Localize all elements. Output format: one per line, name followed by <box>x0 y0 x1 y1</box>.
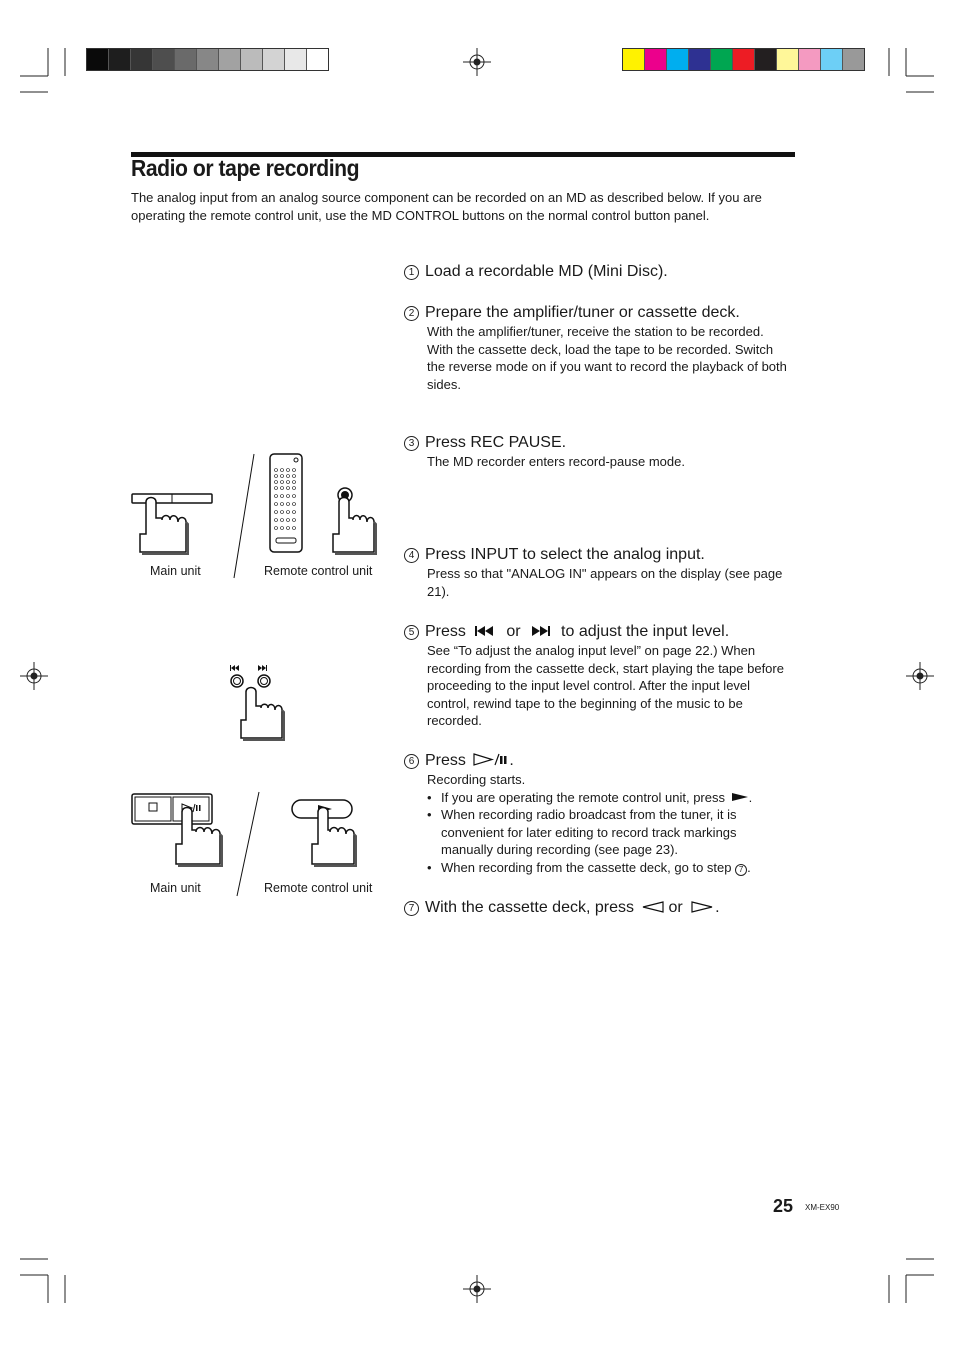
step-2 <box>404 303 804 393</box>
step-4 <box>404 545 804 600</box>
step-title-part: to adjust the input level. <box>561 623 730 640</box>
skip-forward-icon <box>258 665 267 671</box>
registration-target-icon <box>463 48 491 76</box>
list-item: • When recording radio broadcast from the tuner, it is convenient for later editing to record track markings manually during recording (see page 23). <box>427 807 737 858</box>
step-6 <box>404 751 804 877</box>
figure-caption-main-unit: Main unit <box>150 564 201 578</box>
remote-control-illustration <box>270 454 302 552</box>
step-text: With the cassette deck, load the tape to be recorded. Switch the reverse mode on if you want to record the playback of both sides. <box>427 341 787 392</box>
step-title: Press INPUT to select the analog input. <box>425 546 705 563</box>
list-item: • If you are operating the remote control unit, press . <box>427 789 753 805</box>
intro-paragraph: The analog input from an analog source component can be recorded on an MD as described below. If you are operating the remote control unit, use the MD CONTROL buttons on the normal control button panel. <box>131 190 762 223</box>
pointing-hand-icon <box>333 498 376 555</box>
step-7 <box>404 898 804 918</box>
model-number: XM-EX90 <box>805 1203 840 1212</box>
figure-caption-main-unit: Main unit <box>150 881 201 895</box>
skip-forward-icon <box>528 625 558 637</box>
page-title: Radio or tape recording <box>131 155 360 181</box>
registration-target-icon <box>20 662 48 690</box>
rec-pause-figure <box>126 452 396 582</box>
play-pause-icon <box>473 753 509 766</box>
step-number: 7 <box>404 901 419 916</box>
registration-target-icon <box>463 1275 491 1303</box>
step-reference: 7 <box>735 864 747 876</box>
step-text: Recording starts. <box>427 772 526 787</box>
step-title: Prepare the amplifier/tuner or cassette deck. <box>425 304 740 321</box>
list-item: • When recording from the cassette deck, go to step 7 . <box>427 859 751 875</box>
step-number: 2 <box>404 306 419 321</box>
step-number: 1 <box>404 265 419 280</box>
figure-caption-remote: Remote control unit <box>264 564 373 578</box>
reverse-play-icon <box>641 901 665 913</box>
step-number: 3 <box>404 436 419 451</box>
pointing-hand-icon <box>241 688 284 741</box>
step-title-part: . <box>715 899 720 916</box>
step-5 <box>404 622 804 730</box>
play-icon <box>731 792 749 802</box>
step-title-part: With the cassette deck, press <box>425 899 634 916</box>
step-title-part: . <box>509 752 514 769</box>
step-title: Press REC PAUSE. <box>425 434 567 451</box>
skip-back-icon <box>230 665 239 671</box>
page-number: 25 <box>773 1196 794 1216</box>
input-level-figure <box>224 662 294 744</box>
step-number: 5 <box>404 625 419 640</box>
step-title-part: Press <box>425 752 466 769</box>
step-title-part: or <box>506 623 521 640</box>
step-title: Load a recordable MD (Mini Disc). <box>425 263 668 280</box>
step-text: With the amplifier/tuner, receive the station to be recorded. <box>427 324 764 339</box>
step-text: The MD recorder enters record-pause mode. <box>427 454 685 469</box>
skip-back-icon <box>473 625 503 637</box>
registration-target-icon <box>906 662 934 690</box>
step-number: 4 <box>404 548 419 563</box>
step-title-part: Press <box>425 623 466 640</box>
step-1 <box>404 262 804 282</box>
step-number: 6 <box>404 754 419 769</box>
step-3 <box>404 433 804 471</box>
figure-caption-remote: Remote control unit <box>264 881 373 895</box>
play-icon <box>690 901 714 913</box>
step-text: Press so that "ANALOG IN" appears on the display (see page 21). <box>427 566 783 599</box>
step-text: See “To adjust the analog input level” on page 22.) When recording from the cassette deck, start playing the tape before proceeding to the input level control. After the input level control, rewind tape to the beginning of the music to be recorded. <box>427 643 784 729</box>
pointing-hand-icon <box>140 498 188 555</box>
step-title-part: or <box>668 899 683 916</box>
